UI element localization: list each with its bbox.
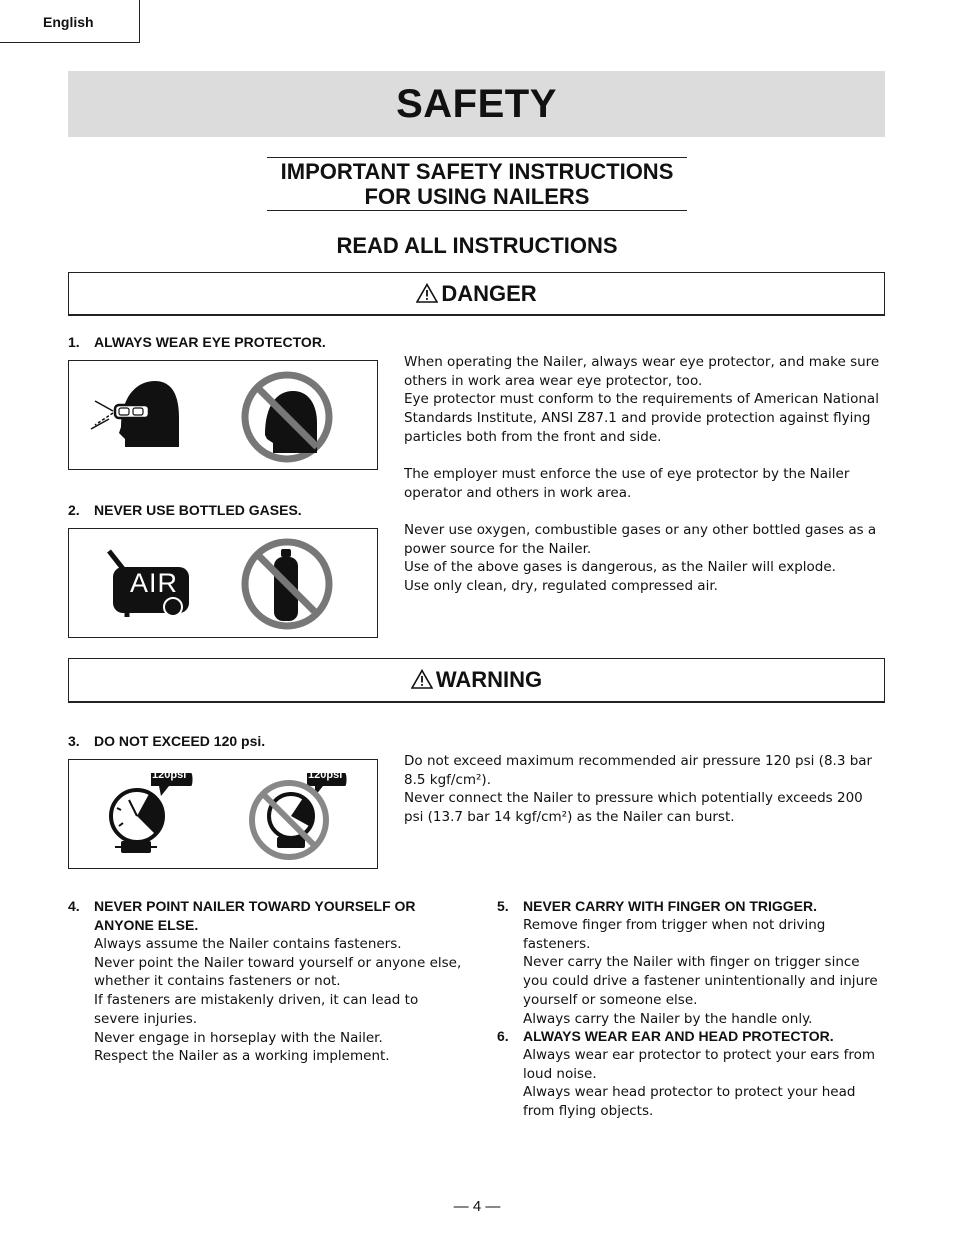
item-6-title: ALWAYS WEAR EAR AND HEAD PROTECTOR. [523, 1028, 834, 1044]
item-3-paragraph: Do not exceed maximum recommended air pressure 120 psi (8.3 bar 8.5 kgf/cm²). [404, 753, 873, 788]
item-3-heading [68, 732, 265, 751]
item-3-paragraph: Never connect the Nailer to pressure which potentially exceeds 200 psi (13.7 bar 14 kgf/cm²) as the Nailer can burst. [404, 790, 863, 826]
item-1-paragraph: When operating the Nailer, always wear eye protector, and make sure others in work area wear eye protector, too. [404, 354, 880, 389]
item-4 [68, 897, 463, 1066]
item-2-heading [68, 501, 302, 520]
item-1-paragraph: Eye protector must conform to the requirements of American National Standards Institute, ANSI Z87.1 and provide protection against flying particles both from the front and side. [404, 391, 879, 445]
title-band [68, 71, 885, 137]
item-2-paragraph: Use of the above gases is dangerous, as the Nailer will explode. [404, 559, 836, 576]
item-4-number: 4. [68, 898, 80, 914]
item-2-number: 2. [68, 502, 80, 518]
item-2-title: NEVER USE BOTTLED GASES. [94, 502, 302, 518]
item-6-paragraph: Always wear head protector to protect your head from flying objects. [523, 1084, 856, 1120]
read-all-heading: READ ALL INSTRUCTIONS [336, 233, 618, 258]
subtitle-bottom-rule [267, 210, 687, 211]
item-1-heading [68, 333, 326, 352]
item-5 [497, 897, 887, 1028]
item-6 [497, 1027, 887, 1121]
pressure-pictogram-box [68, 759, 378, 869]
eye-protector-icon [69, 361, 379, 471]
gauge-label-left: 120psi [152, 769, 187, 781]
item-3-number: 3. [68, 733, 80, 749]
item-5-paragraph: Remove finger from trigger when not driving fasteners. [523, 917, 826, 952]
subtitle-line-2: FOR USING NAILERS [364, 184, 590, 209]
bottled-gas-pictogram-box [68, 528, 378, 638]
item-6-paragraph: Always wear ear protector to protect your ears from loud noise. [523, 1047, 876, 1082]
item-4-paragraph: Respect the Nailer as a working implement. [94, 1048, 390, 1065]
item-6-body [497, 1046, 887, 1121]
item-1-body [404, 353, 884, 503]
danger-box [68, 272, 885, 316]
item-5-number: 5. [497, 898, 509, 914]
subtitle-top-rule [267, 157, 687, 158]
item-3-title: DO NOT EXCEED 120 psi. [94, 733, 266, 749]
item-4-paragraph: Always assume the Nailer contains fasteners. [94, 936, 402, 952]
warning-triangle-icon [411, 669, 433, 689]
item-3-body [404, 752, 884, 827]
item-6-heading [497, 1027, 887, 1046]
warning-box [68, 658, 885, 703]
item-4-title: NEVER POINT NAILER TOWARD YOURSELF OR ANYONE ELSE. [94, 898, 416, 933]
item-2-body [404, 521, 884, 596]
item-4-paragraph: Never point the Nailer toward yourself or anyone else, whether it contains fasteners or not. [94, 954, 462, 990]
gauge-label-right: 120psi [308, 769, 343, 781]
item-2-paragraph: Never use oxygen, combustible gases or any other bottled gases as a power source for the Nailer. [404, 522, 877, 557]
item-5-body [497, 916, 887, 1028]
item-4-paragraph: Never engage in horseplay with the Nailer. [94, 1029, 383, 1046]
item-1-paragraph: The employer must enforce the use of eye protector by the Nailer operator and others in work area. [404, 466, 850, 501]
page-title: SAFETY [396, 82, 557, 126]
item-5-heading [497, 897, 887, 916]
item-5-paragraph: Never carry the Nailer with finger on trigger since you could drive a fastener unintentionally and injure yourself or someone else. [523, 954, 878, 1008]
air-label: AIR [129, 568, 178, 598]
item-1-number: 1. [68, 334, 80, 350]
subtitle-line-1: IMPORTANT SAFETY INSTRUCTIONS [280, 159, 674, 184]
item-5-paragraph: Always carry the Nailer by the handle only. [523, 1010, 813, 1027]
item-4-paragraph: If fasteners are mistakenly driven, it can lead to severe injuries. [94, 992, 419, 1027]
warning-triangle-icon [416, 283, 438, 303]
item-4-heading [68, 897, 463, 935]
warning-label: WARNING [435, 667, 543, 692]
item-1-spacer [404, 447, 884, 466]
danger-label: DANGER [441, 281, 537, 306]
eye-protector-pictogram-box [68, 360, 378, 470]
item-6-number: 6. [497, 1028, 509, 1044]
no-gas-cylinder-icon [69, 529, 379, 639]
item-1-title: ALWAYS WEAR EYE PROTECTOR. [94, 334, 326, 350]
language-tab: English [0, 0, 140, 43]
item-5-title: NEVER CARRY WITH FINGER ON TRIGGER. [523, 898, 818, 914]
item-4-body [68, 935, 463, 1066]
page-number: — 4 — [453, 1198, 501, 1215]
item-2-paragraph: Use only clean, dry, regulated compressed air. [404, 578, 718, 595]
